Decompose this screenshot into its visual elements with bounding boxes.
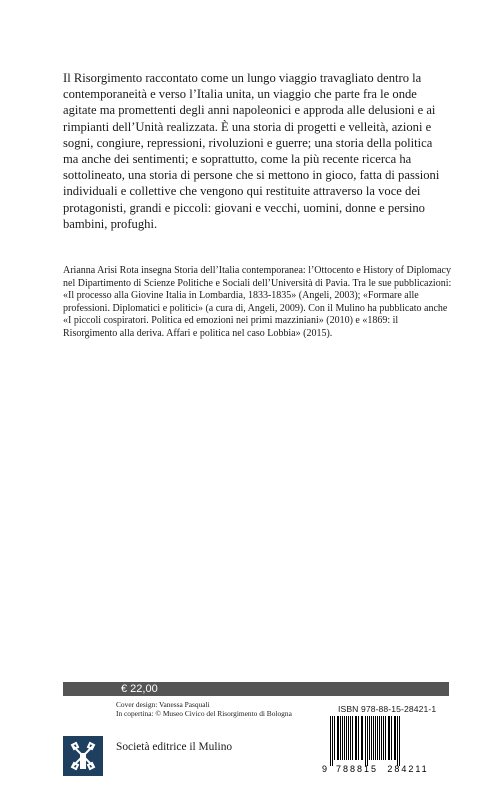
price-bar [63,682,449,696]
barcode-bar [369,716,370,760]
barcode-bar [399,716,400,766]
barcode-bar [342,716,343,760]
barcode-bar [348,716,349,760]
barcode-bar [346,716,347,760]
barcode-bar [358,716,359,760]
barcode [320,714,444,774]
isbn-label: ISBN 978-88-15-28421-1 [338,704,437,714]
barcode-bar [383,716,384,760]
price-label: € 22,00 [121,683,158,695]
barcode-bar [381,716,382,760]
barcode-bar [385,716,386,760]
barcode-bar [365,716,366,766]
barcode-bar [340,716,341,760]
barcode-digits-right: 284211 [387,764,429,774]
barcode-bar [375,716,376,760]
barcode-bar [388,716,390,760]
blurb-text: Il Risorgimento raccontato come un lungo viaggio travagliato dentro la contemporaneità e verso l’Italia unita, un viaggio che parte fra le onde agitate ma promettenti degli anni napoleonici e approda alle delusioni e ai rimpianti dell’Unità realizzata. È una storia di progetti e velleità, azioni e sogni, congiure, repressioni, rivoluzioni e guerre; una storia della politica ma anche dei sentimenti; e soprattutto, come la più recente ricerca ha sottolineato, una storia di persone che si mettono in gioco, fatta di passioni individuali e collettive che vengono qui restituite attraverso la voce dei protagonisti, grandi e piccoli: giovani e vecchi, uomini, donne e persino bambini, profughi. [63,71,440,231]
barcode-bar [373,716,374,760]
barcode-bar [352,716,353,760]
barcode-bar [391,716,392,760]
barcode-bar [367,716,368,766]
barcode-bar [394,716,396,760]
barcode-bar [397,716,398,766]
barcode-digit-first: 9 [322,764,328,774]
cover-image-credit: In copertina: © Museo Civico del Risorgimento di Bologna [116,709,292,718]
barcode-bar [371,716,372,760]
barcode-bar [355,716,357,760]
barcode-bar [337,716,339,760]
barcode-bar [332,716,333,766]
barcode-digits-left: 788815 [335,764,379,774]
barcode-bar [350,716,351,760]
cover-design-credit: Cover design: Vanessa Pasquali [116,700,210,709]
barcode-bar [330,716,331,766]
publisher-name: Società editrice il Mulino [116,741,233,753]
barcode-bar [379,716,380,760]
barcode-bar [361,716,363,760]
barcode-bar [334,716,335,760]
windmill-logo-icon [63,736,103,776]
cover-credits [116,700,306,718]
barcode-graphic [320,714,444,774]
barcode-bar [344,716,345,760]
publisher-logo [63,736,103,776]
barcode-bar [377,716,378,760]
author-bio: Arianna Arisi Rota insegna Storia dell’Italia contemporanea: l’Ottocento e History of Diplomacy nel Dipartimento di Scienze Politiche e Sociali dell’Università di Pavia. Tra le sue pubblicazioni: «Il processo alla Giovine Italia in Lombardia, 1833-1835» (Angeli, 2003); «Formare alle professioni. Diplomatici e politici» (a cura di, Angeli, 2009). Con il Mulino ha pubblicato anche «I piccoli cospiratori. Politica ed emozioni nei primi mazziniani» (2010) e «1869: il Risorgimento alla deriva. Affari e politica nel caso Lobbia» (2015). [63,265,452,339]
